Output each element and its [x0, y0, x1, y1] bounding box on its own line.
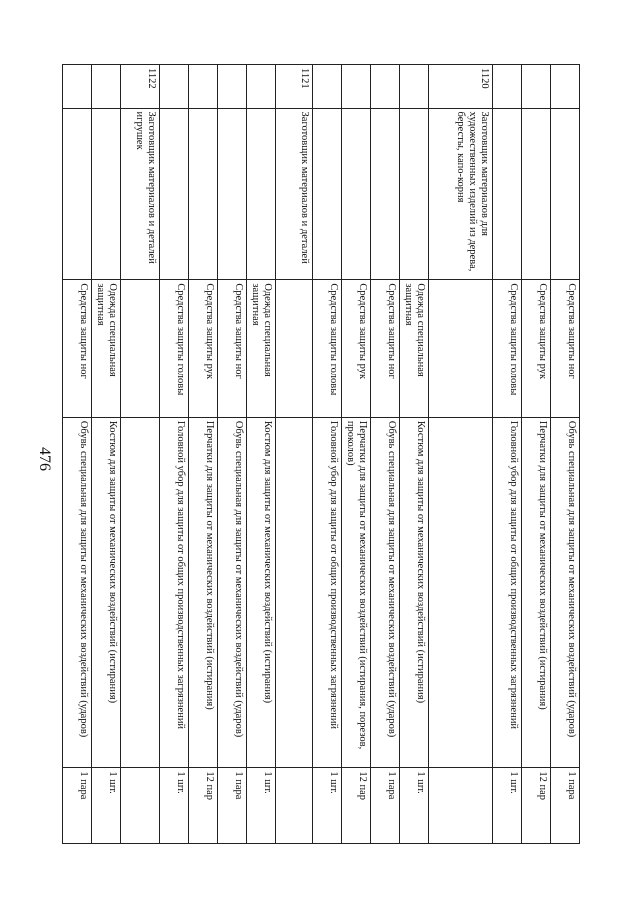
cell-profession [313, 108, 342, 280]
table-row [493, 65, 522, 844]
cell-protection-means: Одежда специальная защитная [400, 280, 429, 417]
cell-quantity: 12 пар [522, 768, 551, 844]
cell-quantity: 12 пар [342, 768, 371, 844]
cell-protection-means: Средства защиты ног [551, 280, 580, 417]
cell-protection-means: Средства защиты рук [342, 280, 371, 417]
cell-number [342, 65, 371, 109]
cell-protection-item: Перчатки для защиты от механических воздействий (истирания) [522, 417, 551, 768]
table-row [522, 65, 551, 844]
cell-number [371, 65, 400, 109]
cell-profession [493, 108, 522, 280]
cell-profession [160, 108, 189, 280]
cell-profession: Заготовщик материалов и деталей [276, 108, 313, 280]
cell-protection-item: Перчатки для защиты от механических воздействий (истирания) [189, 417, 218, 768]
cell-number [551, 65, 580, 109]
cell-protection-item [429, 417, 493, 768]
cell-number [189, 65, 218, 109]
cell-protection-means: Средства защиты рук [522, 280, 551, 417]
cell-quantity [121, 768, 160, 844]
cell-profession: Заготовщик материалов для художественных изделий из дерева, бересты, капо-корня [429, 108, 493, 280]
cell-profession [218, 108, 247, 280]
cell-protection-means: Одежда специальная защитная [247, 280, 276, 417]
cell-protection-item: Головной убор для защиты от общих производственных загрязнений [313, 417, 342, 768]
cell-number [92, 65, 121, 109]
cell-protection-means: Средства защиты ног [218, 280, 247, 417]
table-row [189, 65, 218, 844]
cell-number [247, 65, 276, 109]
cell-quantity: 1 шт. [92, 768, 121, 844]
cell-profession [247, 108, 276, 280]
cell-protection-item: Головной убор для защиты от общих производственных загрязнений [160, 417, 189, 768]
cell-quantity: 1 пара [63, 768, 92, 844]
cell-quantity: 1 шт. [313, 768, 342, 844]
cell-number: 1121 [276, 65, 313, 109]
cell-protection-item: Костюм для защиты от механических воздействий (истирания) [247, 417, 276, 768]
table-row [551, 65, 580, 844]
cell-protection-means: Одежда специальная защитная [92, 280, 121, 417]
ppe-table-container [78, 64, 580, 844]
cell-protection-item: Костюм для защиты от механических воздействий (истирания) [400, 417, 429, 768]
cell-number: 1122 [121, 65, 160, 109]
cell-protection-item: Обувь специальная для защиты от механических воздействий (ударов) [551, 417, 580, 768]
cell-protection-item: Костюм для защиты от механических воздействий (истирания) [92, 417, 121, 768]
cell-protection-item [121, 417, 160, 768]
cell-protection-item: Перчатки для защиты от механических воздействий (истирания, порезов, проколов) [342, 417, 371, 768]
cell-protection-item [276, 417, 313, 768]
table-row [63, 65, 92, 844]
cell-protection-item: Обувь специальная для защиты от механических воздействий (ударов) [218, 417, 247, 768]
cell-number [400, 65, 429, 109]
table-row [313, 65, 342, 844]
cell-profession [189, 108, 218, 280]
ppe-table-rotated [78, 64, 580, 844]
table-row [342, 65, 371, 844]
cell-number [493, 65, 522, 109]
cell-profession [522, 108, 551, 280]
cell-quantity [276, 768, 313, 844]
cell-protection-means: Средства защиты ног [371, 280, 400, 417]
cell-number: 1120 [429, 65, 493, 109]
cell-quantity: 1 пара [218, 768, 247, 844]
cell-quantity: 1 пара [551, 768, 580, 844]
page-number [34, 444, 54, 474]
cell-profession [371, 108, 400, 280]
cell-quantity: 1 шт. [400, 768, 429, 844]
cell-protection-means: Средства защиты ног [63, 280, 92, 417]
cell-number [160, 65, 189, 109]
cell-protection-means: Средства защиты головы [313, 280, 342, 417]
ppe-table [62, 64, 580, 844]
table-row [121, 65, 160, 844]
table-row [276, 65, 313, 844]
cell-protection-item: Головной убор для защиты от общих производственных загрязнений [493, 417, 522, 768]
cell-protection-item: Обувь специальная для защиты от механических воздействий (ударов) [371, 417, 400, 768]
table-row [92, 65, 121, 844]
table-row [371, 65, 400, 844]
cell-quantity: 1 пара [371, 768, 400, 844]
cell-quantity: 1 шт. [160, 768, 189, 844]
cell-number [218, 65, 247, 109]
table-row [429, 65, 493, 844]
cell-number [63, 65, 92, 109]
page-number-text: 476 [36, 447, 53, 471]
cell-protection-item: Обувь специальная для защиты от механических воздействий (ударов) [63, 417, 92, 768]
cell-protection-means [276, 280, 313, 417]
cell-quantity: 1 шт. [493, 768, 522, 844]
cell-profession [551, 108, 580, 280]
ppe-table-body [63, 65, 580, 844]
cell-profession [92, 108, 121, 280]
table-row [247, 65, 276, 844]
cell-quantity: 1 шт. [247, 768, 276, 844]
cell-profession [63, 108, 92, 280]
cell-number [522, 65, 551, 109]
cell-profession: Заготовщик материалов и деталей игрушек [121, 108, 160, 280]
cell-protection-means: Средства защиты рук [189, 280, 218, 417]
table-row [400, 65, 429, 844]
table-row [160, 65, 189, 844]
cell-quantity [429, 768, 493, 844]
cell-number [313, 65, 342, 109]
cell-protection-means [429, 280, 493, 417]
cell-profession [400, 108, 429, 280]
cell-protection-means: Средства защиты головы [160, 280, 189, 417]
cell-protection-means [121, 280, 160, 417]
table-row [218, 65, 247, 844]
cell-profession [342, 108, 371, 280]
cell-quantity: 12 пар [189, 768, 218, 844]
cell-protection-means: Средства защиты головы [493, 280, 522, 417]
